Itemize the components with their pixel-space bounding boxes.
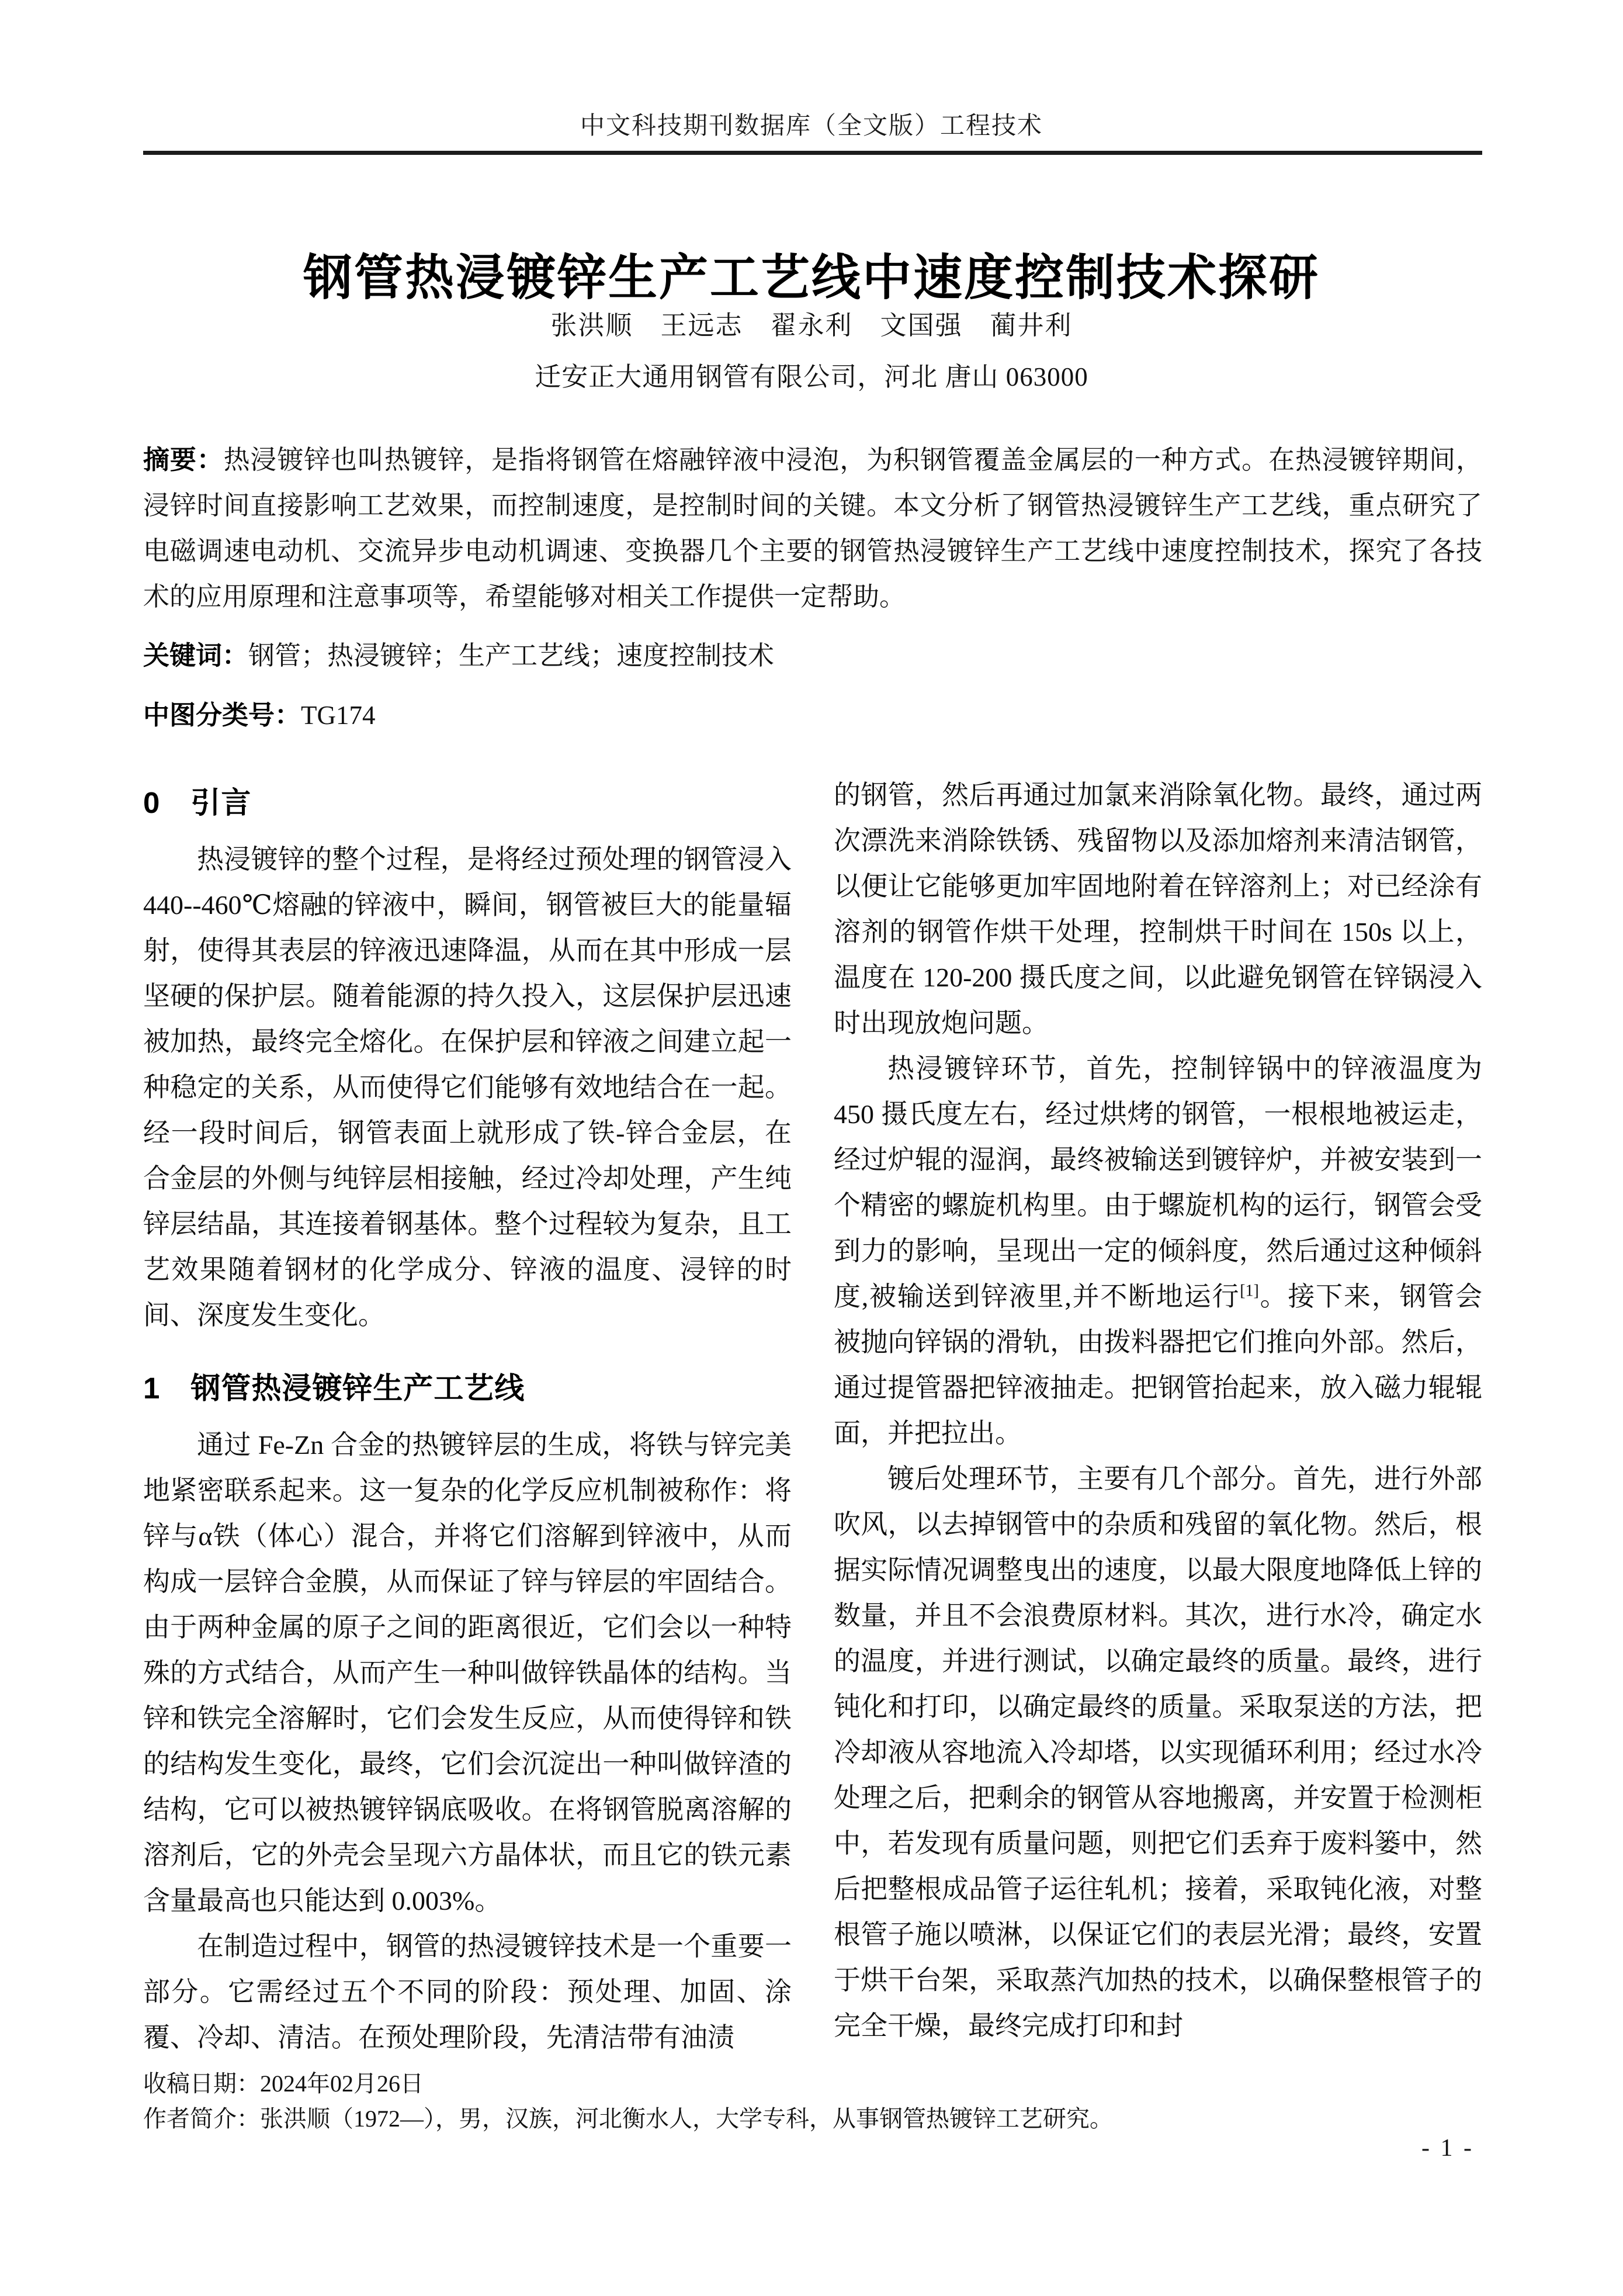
keywords-label: 关键词：	[143, 640, 249, 670]
body-paragraph: 在制造过程中，钢管的热浸镀锌技术是一个重要一部分。它需经过五个不同的阶段：预处理、加固、涂覆、冷却、清洁。在预处理阶段，先清洁带有油渍	[143, 1931, 792, 2052]
right-column	[834, 773, 1482, 2065]
body-columns	[143, 773, 1482, 2065]
left-column	[143, 773, 792, 2065]
footnote-block	[143, 2066, 1482, 2136]
section-heading: 1 钢管热浸镀锌生产工艺线	[143, 1372, 525, 1405]
front-matter	[143, 437, 1482, 736]
citation-marker: [1]	[1240, 1282, 1259, 1300]
classification-label: 中图分类号：	[143, 700, 301, 730]
abstract-text: 热浸镀锌也叫热镀锌，是指将钢管在熔融锌液中浸泡，为积钢管覆盖金属层的一种方式。在热浸镀锌期间，浸锌时间直接影响工艺效果，而控制速度，是控制时间的关键。本文分析了钢管热浸镀锌生产工艺线，重点研究了电磁调速电动机、交流异步电动机调速、变换器几个主要的钢管热浸镀锌生产工艺线中速度控制技术，探究了各技术的应用原理和注意事项等，希望能够对相关工作提供一定帮助。	[143, 445, 1482, 611]
authors-line: 张洪顺 王远志 翟永利 文国强 蔺井利	[550, 311, 1073, 340]
paper-title: 钢管热浸镀锌生产工艺线中速度控制技术探研	[303, 251, 1320, 306]
keywords-text: 钢管；热浸镀锌；生产工艺线；速度控制技术	[248, 641, 775, 670]
body-paragraph: 的钢管，然后再通过加氯来消除氧化物。最终，通过两次漂洗来消除铁锈、残留物以及添加熔剂来清洁钢管，以便让它能够更加牢固地附着在锌溶剂上；对已经涂有溶剂的钢管作烘干处理，控制烘干时间在 150s 以上，温度在 120-200 摄氏度之间，以此避免钢管在锌锅浸入时出现放炮问题。	[834, 780, 1482, 1038]
header-divider	[143, 151, 1482, 155]
journal-header-text: 中文科技期刊数据库（全文版）工程技术	[580, 113, 1043, 140]
abstract-label: 摘要：	[143, 445, 224, 475]
body-paragraph: 镀后处理环节，主要有几个部分。首先，进行外部吹风，以去掉钢管中的杂质和残留的氧化物。然后，根据实际情况调整曳出的速度，以最大限度地降低上锌的数量，并且不会浪费原材料。其次，进行水冷，确定水的温度，并进行测试，以确定最终的质量。最终，进行钝化和打印，以确定最终的质量。采取泵送的方法，把冷却液从容地流入冷却塔，以实现循环利用；经过水冷处理之后，把剩余的钢管从容地搬离，并安置于检测柜中，若发现有质量问题，则把它们丢弃于废料篓中，然后把整根成品管子运往轧机；接着，采取钝化液，对整根管子施以喷淋，以保证它们的表层光滑；最终，安置于烘干台架，采取蒸汽加热的技术，以确保整根管子的完全干燥，最终完成打印和封	[834, 1464, 1482, 2041]
classification-paragraph	[143, 694, 1482, 736]
footnote-author-bio: 作者简介：张洪顺（1972—），男，汉族，河北衡水人，大学专科，从事钢管热镀锌工艺研究。	[143, 2105, 1113, 2132]
body-paragraph: 通过 Fe-Zn 合金的热镀锌层的生成，将铁与锌完美地紧密联系起来。这一复杂的化学反应机制被称作：将锌与α铁（体心）混合，并将它们溶解到锌液中，从而构成一层锌合金膜，从而保证了锌与锌层的牢固结合。由于两种金属的原子之间的距离很近，它们会以一种特殊的方式结合，从而产生一种叫做锌铁晶体的结构。当锌和铁完全溶解时，它们会发生反应，从而使得锌和铁的结构发生变化，最终，它们会沉淀出一种叫做锌渣的结构，它可以被热镀锌锅底吸收。在将钢管脱离溶解的溶剂后，它的外壳会呈现六方晶体状，而且它的铁元素含量最高也只能达到 0.003%。	[143, 1430, 792, 1916]
section-heading: 0 引言	[143, 786, 252, 819]
page-number: - 1 -	[1421, 2135, 1474, 2162]
body-paragraph: 热浸镀锌环节，首先，控制锌锅中的锌液温度为 450 摄氏度左右，经过烘烤的钢管，一根根地被运走，经过炉辊的湿润，最终被输送到镀锌炉，并被安装到一个精密的螺旋机构里。由于螺旋机构的运行，钢管会受到力的影响，呈现出一定的倾斜度，然后通过这种倾斜度,被输送到锌液里,并不断地运行[1]。接下来，钢管会被抛向锌锅的滑轨，由拨料器把它们推向外部。然后，通过提管器把锌液抽走。把钢管抬起来，放入磁力辊辊面，并把拉出。	[834, 1054, 1482, 1448]
affiliation-line: 迁安正大通用钢管有限公司，河北 唐山 063000	[535, 362, 1088, 392]
abstract-paragraph	[143, 437, 1482, 619]
body-paragraph: 热浸镀锌的整个过程，是将经过预处理的钢管浸入 440--460℃熔融的锌液中，瞬间，钢管被巨大的能量辐射，使得其表层的锌液迅速降温，从而在其中形成一层坚硬的保护层。随着能源的持久投入，这层保护层迅速被加热，最终完全熔化。在保护层和锌液之间建立起一种稳定的关系，从而使得它们能够有效地结合在一起。经一段时间后，钢管表面上就形成了铁-锌合金层，在合金层的外侧与纯锌层相接触，经过冷却处理，产生纯锌层结晶，其连接着钢基体。整个过程较为复杂，且工艺效果随着钢材的化学成分、锌液的温度、浸锌的时间、深度发生变化。	[143, 844, 792, 1330]
classification-value: TG174	[301, 701, 376, 730]
keywords-paragraph	[143, 635, 1482, 677]
footnote-received-date: 收稿日期：2024年02月26日	[143, 2070, 424, 2097]
